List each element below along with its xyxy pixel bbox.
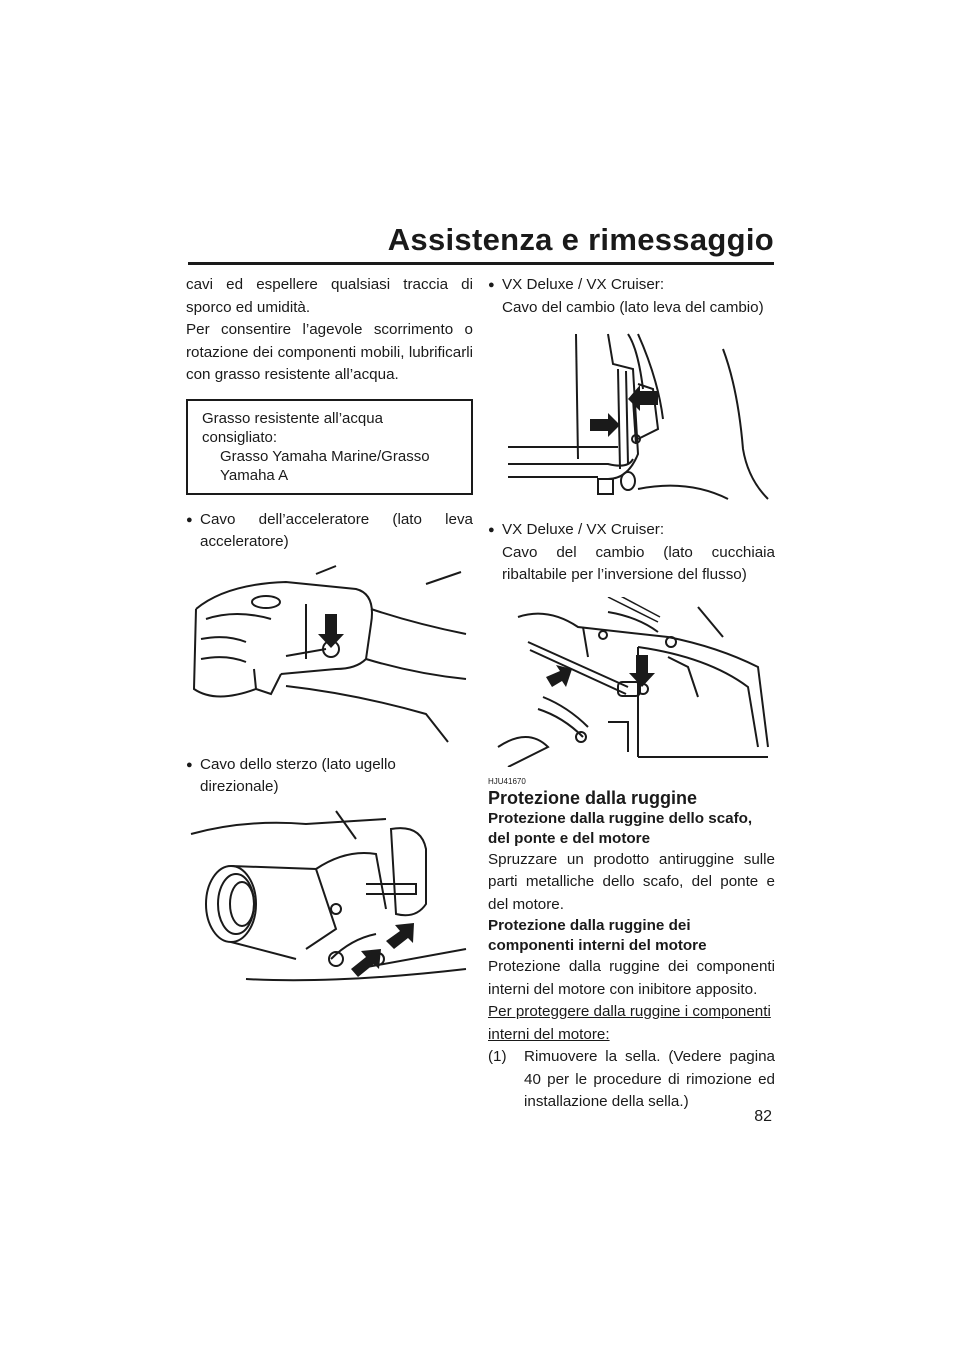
steering-cable-illustration xyxy=(186,809,468,999)
bullet-text: Cavo dello sterzo (lato ugello direzionale) xyxy=(200,755,396,795)
bullet-icon: ● xyxy=(488,279,495,291)
bullet-throttle-cable xyxy=(186,509,473,554)
procedure-step-1 xyxy=(488,1046,775,1114)
box-line-2: Grasso Yamaha Marine/Grasso xyxy=(220,447,430,465)
bullet-shift-cable-lever xyxy=(488,274,775,319)
page-title: Assistenza e rimessaggio xyxy=(387,222,774,257)
subsection-text-2: Protezione dalla ruggine dei componenti interni del motore con inibitore apposito. xyxy=(488,958,775,998)
bullet-text-line-2: Cavo del cambio (lato cucchiaia ribaltabile per l’inversione del flusso) xyxy=(502,543,775,583)
bullet-text xyxy=(502,519,775,587)
step-number: (1) xyxy=(488,1048,507,1065)
bullet-text xyxy=(502,274,775,319)
intro-paragraph-1: cavi ed espellere qualsiasi traccia di sporco ed umidità. xyxy=(186,276,473,316)
bullet-shift-cable-bucket xyxy=(488,519,775,587)
subsection-text-1: Spruzzare un prodotto antiruggine sulle parti metalliche dello scafo, del ponte e del motore. xyxy=(488,850,775,913)
bullet-text-line-2: Cavo del cambio (lato leva del cambio) xyxy=(502,298,764,316)
subsection-title-1: Protezione dalla ruggine dello scafo, del ponte e del motore xyxy=(488,809,753,847)
right-column xyxy=(488,274,775,1114)
bullet-text-line-1: VX Deluxe / VX Cruiser: xyxy=(502,276,665,293)
bullet-icon: ● xyxy=(488,524,495,536)
section-title: Protezione dalla ruggine xyxy=(488,787,698,808)
bullet-icon: ● xyxy=(186,758,193,771)
bullet-icon: ● xyxy=(186,513,193,526)
step-text: Rimuovere la sella. (Vedere pagina 40 per le procedure di rimozione ed installazione della sella.) xyxy=(524,1048,775,1110)
bullet-text-line-1: VX Deluxe / VX Cruiser: xyxy=(502,521,665,538)
left-column xyxy=(186,274,473,1009)
shift-cable-lever-illustration xyxy=(488,329,770,509)
subsection-title-2: Protezione dalla ruggine dei componenti interni del motore xyxy=(488,917,707,954)
section-code: HJU41670 xyxy=(488,776,526,786)
procedure-heading: Per proteggere dalla ruggine i componenti interni del motore: xyxy=(488,1003,771,1043)
bullet-text: Cavo dell’acceleratore (lato leva acceleratore) xyxy=(200,510,473,550)
shift-cable-bucket-illustration xyxy=(488,597,770,767)
bullet-steering-cable xyxy=(186,754,473,799)
recommended-grease-box xyxy=(186,399,473,495)
page-number: 82 xyxy=(754,1108,772,1125)
header-rule xyxy=(188,262,774,265)
intro-paragraph-2: Per consentire l’agevole scorrimento o rotazione dei componenti mobili, lubrificarli con grasso resistente all’acqua. xyxy=(186,321,473,383)
throttle-cable-illustration xyxy=(186,564,468,744)
box-line-3: Yamaha A xyxy=(220,466,289,484)
box-line-1: Grasso resistente all’acqua consigliato: xyxy=(202,409,383,446)
